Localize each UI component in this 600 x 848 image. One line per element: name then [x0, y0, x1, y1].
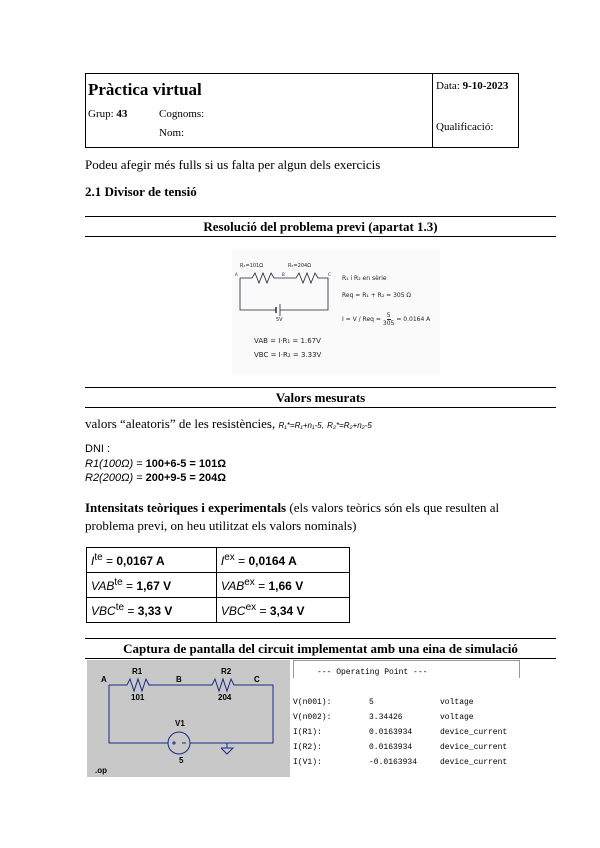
- cell-value: 0,0164 A: [248, 554, 297, 568]
- sketch-source: 5V: [276, 317, 283, 323]
- date-field: Data: 9-10-2023: [436, 80, 509, 92]
- op-value: 5: [369, 698, 374, 707]
- simulation-schematic: [87, 660, 290, 777]
- vbc-theoretical-cell: [87, 598, 217, 623]
- handwritten-solution: [232, 250, 440, 374]
- note-text: Podeu afegir més fulls si us falta per algun dels exercicis: [85, 157, 381, 172]
- divider: [85, 387, 556, 388]
- r1-value: 100+6-5 = 101Ω: [145, 458, 227, 470]
- section-title: 2.1 Divisor de tensió: [85, 184, 197, 199]
- op-name: I(R2):: [293, 743, 322, 752]
- vab-experimental-cell: [216, 573, 349, 598]
- op-type: voltage: [440, 713, 474, 722]
- sketch-node-a: A: [235, 272, 238, 277]
- cell-value: 3,34 V: [269, 604, 305, 618]
- op-value: 0.0163934: [369, 743, 413, 752]
- schem-r2-name: R2: [221, 667, 232, 676]
- divider: [85, 216, 556, 217]
- r1-line: R1(100Ω) = 100+6-5 = 101Ω: [85, 458, 227, 470]
- table-row: [87, 573, 350, 598]
- r2-line: R2(200Ω) = 200+9-5 = 204Ω: [85, 472, 227, 484]
- symbol: I: [91, 554, 95, 568]
- dni-label: DNI :: [85, 443, 111, 455]
- capture-heading: Captura de pantalla del circuit implementat amb una eina de simulació: [123, 641, 518, 656]
- divider: [85, 658, 556, 659]
- op-title: --- Operating Point ---: [317, 668, 428, 677]
- schem-node-c: C: [254, 675, 260, 684]
- practice-title: Pràctica virtual: [88, 80, 202, 99]
- op-name: I(V1):: [293, 758, 322, 767]
- schem-node-a: A: [101, 675, 107, 684]
- r2-value: 200+9-5 = 204Ω: [145, 472, 227, 484]
- op-name: I(R1):: [293, 728, 322, 737]
- cell-value: 1,67 V: [136, 579, 172, 593]
- cell-value: 3,33 V: [137, 604, 173, 618]
- cell-value: 0,0167 A: [116, 554, 165, 568]
- measured-heading: Valors mesurats: [275, 390, 366, 405]
- sketch-line1: R₁ i R₂ en sèrie: [342, 275, 387, 282]
- schem-v1-value: 5: [179, 756, 184, 765]
- divider: [85, 407, 556, 408]
- symbol: VAB: [91, 579, 115, 593]
- header-divider: [432, 74, 433, 147]
- sketch-fraction: $\frac{5}{305}$: [382, 312, 395, 327]
- sketch-vbc: VBC = I·R₂ = 3.33V: [254, 351, 322, 359]
- op-type: device_current: [440, 758, 508, 767]
- op-name: V(n001):: [293, 698, 332, 707]
- name-label: Nom:: [159, 127, 185, 139]
- op-type: device_current: [440, 743, 508, 752]
- op-right-border: [519, 660, 520, 678]
- equals-sign: =: [127, 604, 138, 618]
- intensities-paragraph: Intensitats teòriques i experimentals (els valors teòrics són els que resulten al problema previ, on heu utilitzat els valors nominals): [85, 500, 500, 533]
- operating-point-output: [293, 660, 523, 780]
- divider: [85, 236, 556, 237]
- sketch-node-c: C: [328, 272, 331, 277]
- date-value: 9-10-2023: [462, 80, 509, 92]
- equals-sign: =: [106, 554, 117, 568]
- symbol: VBC: [220, 604, 246, 618]
- symbol: VBC: [91, 604, 116, 618]
- sketch-line3: I = V / Req = $\frac{5}{305}$ = 0.0164 A: [342, 312, 431, 327]
- previous-heading: Resolució del problema previ (apartat 1.3): [203, 219, 438, 234]
- superscript: ex: [245, 602, 257, 613]
- equals-sign: =: [259, 604, 270, 618]
- header-table: [85, 73, 519, 148]
- superscript: te: [94, 552, 103, 563]
- group-value: 43: [116, 108, 128, 120]
- schem-v1-name: V1: [175, 719, 185, 728]
- sketch-r2: R₂=204Ω: [288, 263, 312, 269]
- superscript: ex: [224, 552, 235, 563]
- op-left-border: [293, 660, 294, 678]
- sketch-line2: Req = R₁ + R₂ = 305 Ω: [342, 292, 412, 299]
- formula-r2: R₂*=R₂+n₂-5: [327, 421, 372, 430]
- op-type: voltage: [440, 698, 474, 707]
- schem-r2-value: 204: [218, 693, 232, 702]
- table-row: [87, 548, 350, 573]
- superscript: ex: [244, 577, 255, 588]
- intensities-title: Intensitats teòriques i experimentals: [85, 500, 287, 515]
- vbc-experimental-cell: [216, 598, 349, 623]
- sketch-r1: R₁=101Ω: [240, 263, 264, 269]
- sketch-vab: VAB = I·R₁ = 1.67V: [254, 337, 321, 345]
- superscript: te: [114, 577, 123, 588]
- symbol: VAB: [220, 579, 245, 593]
- group-label: Grup: 43: [88, 108, 128, 120]
- schem-r1-name: R1: [132, 667, 143, 676]
- schem-directive: .op: [95, 766, 107, 775]
- i-theoretical-cell: [87, 548, 217, 573]
- grade-label: Qualificació:: [436, 121, 494, 133]
- op-value: 0.0163934: [369, 728, 413, 737]
- schem-r1-value: 101: [131, 693, 145, 702]
- op-type: device_current: [440, 728, 508, 737]
- op-value: 3.34426: [369, 713, 403, 722]
- equals-sign: =: [258, 579, 269, 593]
- divider: [85, 638, 556, 639]
- op-top-border: [293, 660, 520, 661]
- equals-sign: =: [238, 554, 249, 568]
- formula-r1: R₁*=R₁+n₁-5,: [278, 421, 324, 430]
- intensities-table: [86, 547, 350, 623]
- sketch-node-b: B: [282, 272, 285, 277]
- surnames-label: Cognoms:: [159, 108, 205, 120]
- equals-sign: =: [126, 579, 137, 593]
- op-name: V(n002):: [293, 713, 332, 722]
- random-values-line: valors “aleatoris” de les resistències, R₁*=R₁+n₁-5, R₂*=R₂+n₂-5: [85, 416, 372, 431]
- symbol: I: [220, 554, 225, 568]
- cell-value: 1,66 V: [268, 579, 304, 593]
- table-row: [87, 598, 350, 623]
- op-value: -0.0163934: [369, 758, 418, 767]
- i-experimental-cell: [216, 548, 349, 573]
- superscript: te: [115, 602, 125, 613]
- vab-theoretical-cell: [87, 573, 217, 598]
- schem-node-b: B: [176, 675, 182, 684]
